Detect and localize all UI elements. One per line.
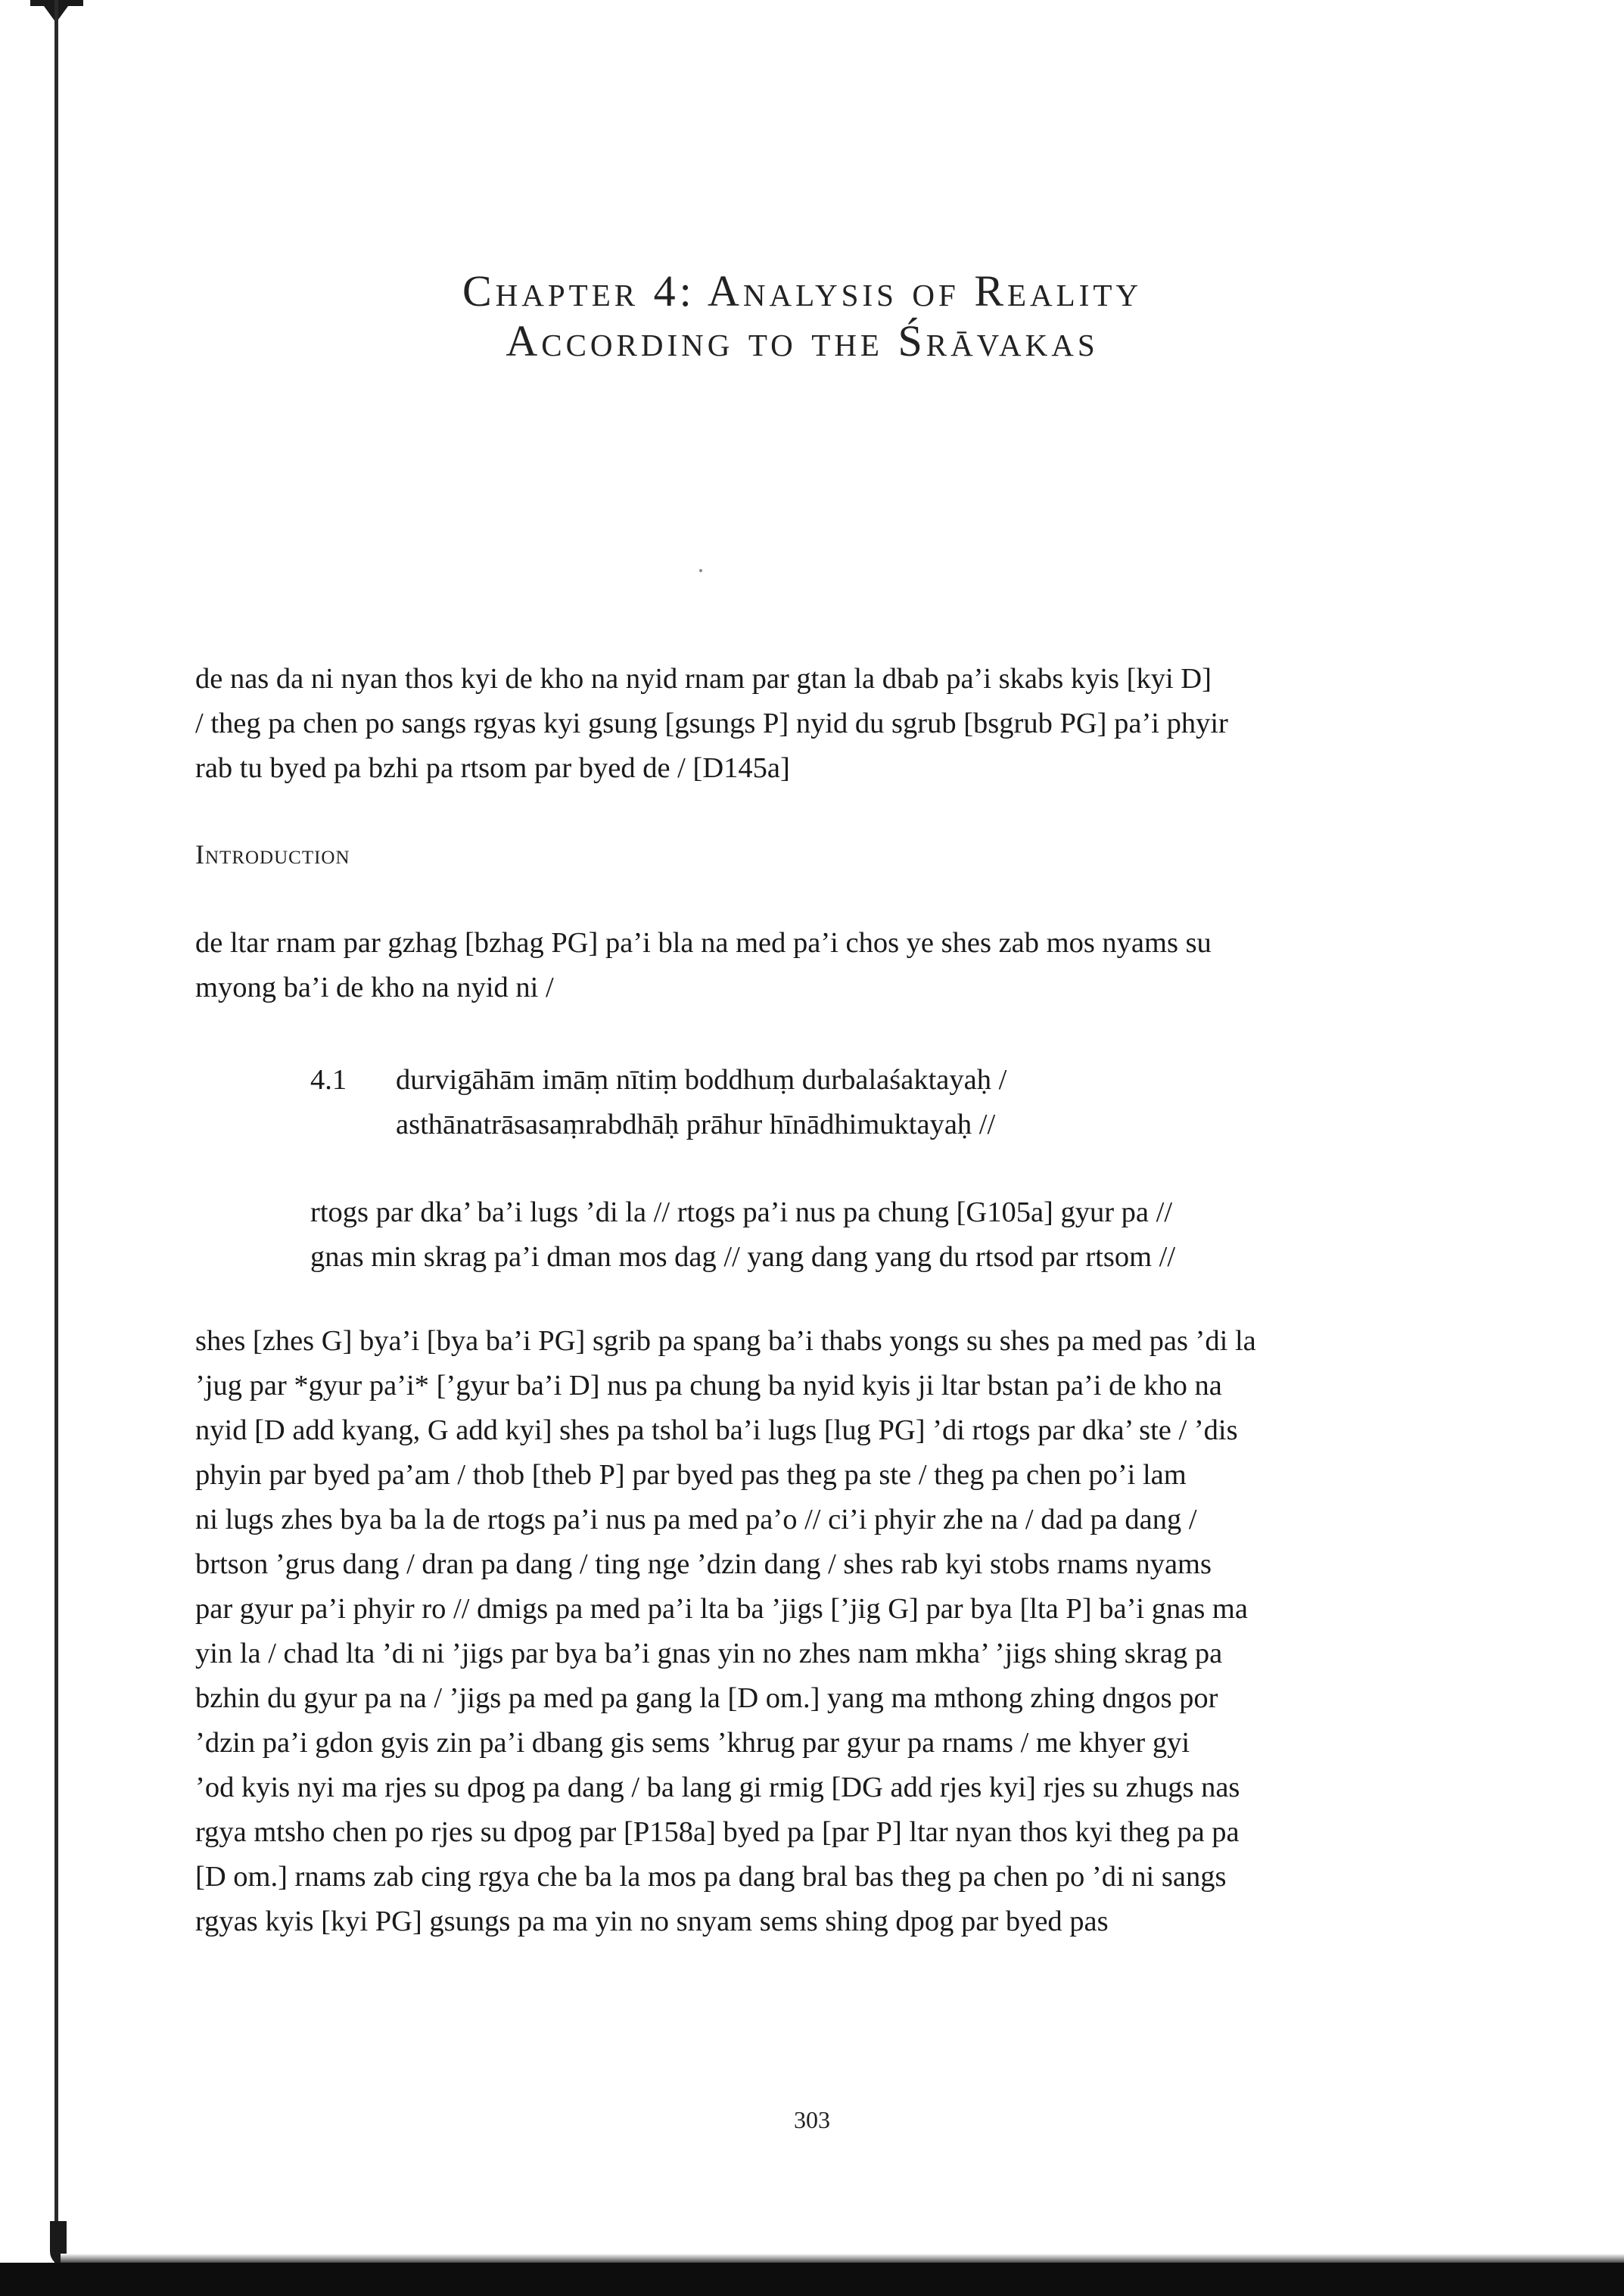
text-line: phyin par byed pa’am / thob [theb P] par byed pas theg pa ste / theg pa chen po’i lam xyxy=(195,1459,1187,1491)
text-line: rab tu byed pa bzhi pa rtsom par byed de / [D145a] xyxy=(195,752,790,784)
binding-edge xyxy=(54,0,58,2263)
text-line: de ltar rnam par gzhag [bzhag PG] pa’i bla na med pa’i chos ye shes zab mos nyams su xyxy=(195,927,1212,959)
text-line: yin la / chad lta ’di ni ’jigs par bya ba’i gnas yin no zhes nam mkha’ ’jigs shing skrag pa xyxy=(195,1638,1223,1669)
page-number: 303 xyxy=(794,2106,830,2133)
chapter-title-line-1: Chapter 4: Analysis of Reality xyxy=(462,266,1143,316)
text-line: de nas da ni nyan thos kyi de kho na nyid rnam par gtan la dbab pa’i skabs kyis [kyi D] xyxy=(195,663,1212,695)
section-heading: Introduction xyxy=(195,839,350,870)
text-line: brtson ’grus dang / dran pa dang / ting nge ’dzin dang / shes rab kyi stobs rnams nyams xyxy=(195,1548,1212,1580)
text-line: ni lugs zhes bya ba la de rtogs pa’i nus pa med pa’o // ci’i phyir zhe na / dad pa dang / xyxy=(195,1504,1197,1535)
verse-line: asthānatrāsasaṃrabdhāḥ prāhur hīnādhimuktayaḥ // xyxy=(396,1109,996,1140)
verse-line: durvigāhām imāṃ nītiṃ boddhuṃ durbalaśaktayaḥ / xyxy=(396,1064,1007,1096)
text-line: shes [zhes G] bya’i [bya ba’i PG] sgrib pa spang ba’i thabs yongs su shes pa med pas ’di la xyxy=(195,1325,1256,1357)
text-line: ’od kyis nyi ma rjes su dpog pa dang / ba lang gi rmig [DG add rjes kyi] rjes su zhugs nas xyxy=(195,1772,1240,1803)
text-line: ’jug par *gyur pa’i* [’gyur ba’i D] nus pa chung ba nyid kyis ji ltar bstan pa’i de kho na xyxy=(195,1370,1222,1402)
stray-mark xyxy=(699,569,702,572)
verse-sanskrit xyxy=(396,1058,1006,1147)
verse-tibetan xyxy=(310,1190,1175,1280)
text-line: nyid [D add kyang, G add kyi] shes pa tshol ba’i lugs [lug PG] ’di rtogs par dka’ ste / ’dis xyxy=(195,1414,1238,1446)
intro-paragraph xyxy=(195,921,1376,1010)
text-line: rgyas kyis [kyi PG] gsungs pa ma yin no snyam sems shing dpog par byed pas xyxy=(195,1906,1109,1937)
text-line: rgya mtsho chen po rjes su dpog par [P158a] byed pa [par P] ltar nyan thos kyi theg pa pa xyxy=(195,1816,1240,1848)
text-line: bzhin du gyur pa na / ’jigs pa med pa gang la [D om.] yang ma mthong zhing dngos por xyxy=(195,1682,1218,1714)
text-line: myong ba’i de kho na nyid ni / xyxy=(195,972,554,1003)
text-line: ’dzin pa’i gdon gyis zin pa’i dbang gis sems ’khrug par gyur pa rnams / me khyer gyi xyxy=(195,1727,1190,1759)
opening-paragraph xyxy=(195,657,1376,791)
verse-number: 4.1 xyxy=(310,1064,347,1096)
verse-line: rtogs par dka’ ba’i lugs ’di la // rtogs pa’i nus pa chung [G105a] gyur pa // xyxy=(310,1196,1173,1228)
text-line: / theg pa chen po sangs rgyas kyi gsung [gsungs P] nyid du sgrub [bsgrub PG] pa’i phyir xyxy=(195,708,1228,739)
scan-bottom-border xyxy=(0,2263,1624,2296)
text-line: par gyur pa’i phyir ro // dmigs pa med pa’i lta ba ’jigs [’jig G] par bya [lta P] ba’i gnas ma xyxy=(195,1593,1248,1625)
commentary-paragraph xyxy=(195,1319,1376,1944)
text-line: [D om.] rnams zab cing rgya che ba la mos pa dang bral bas theg pa chen po ’di ni sangs xyxy=(195,1861,1227,1893)
chapter-title-line-2: According to the Śrāvakas xyxy=(506,316,1099,366)
chapter-title xyxy=(197,266,1408,366)
verse-line: gnas min skrag pa’i dman mos dag // yang dang yang du rtsod par rtsom // xyxy=(310,1241,1176,1273)
